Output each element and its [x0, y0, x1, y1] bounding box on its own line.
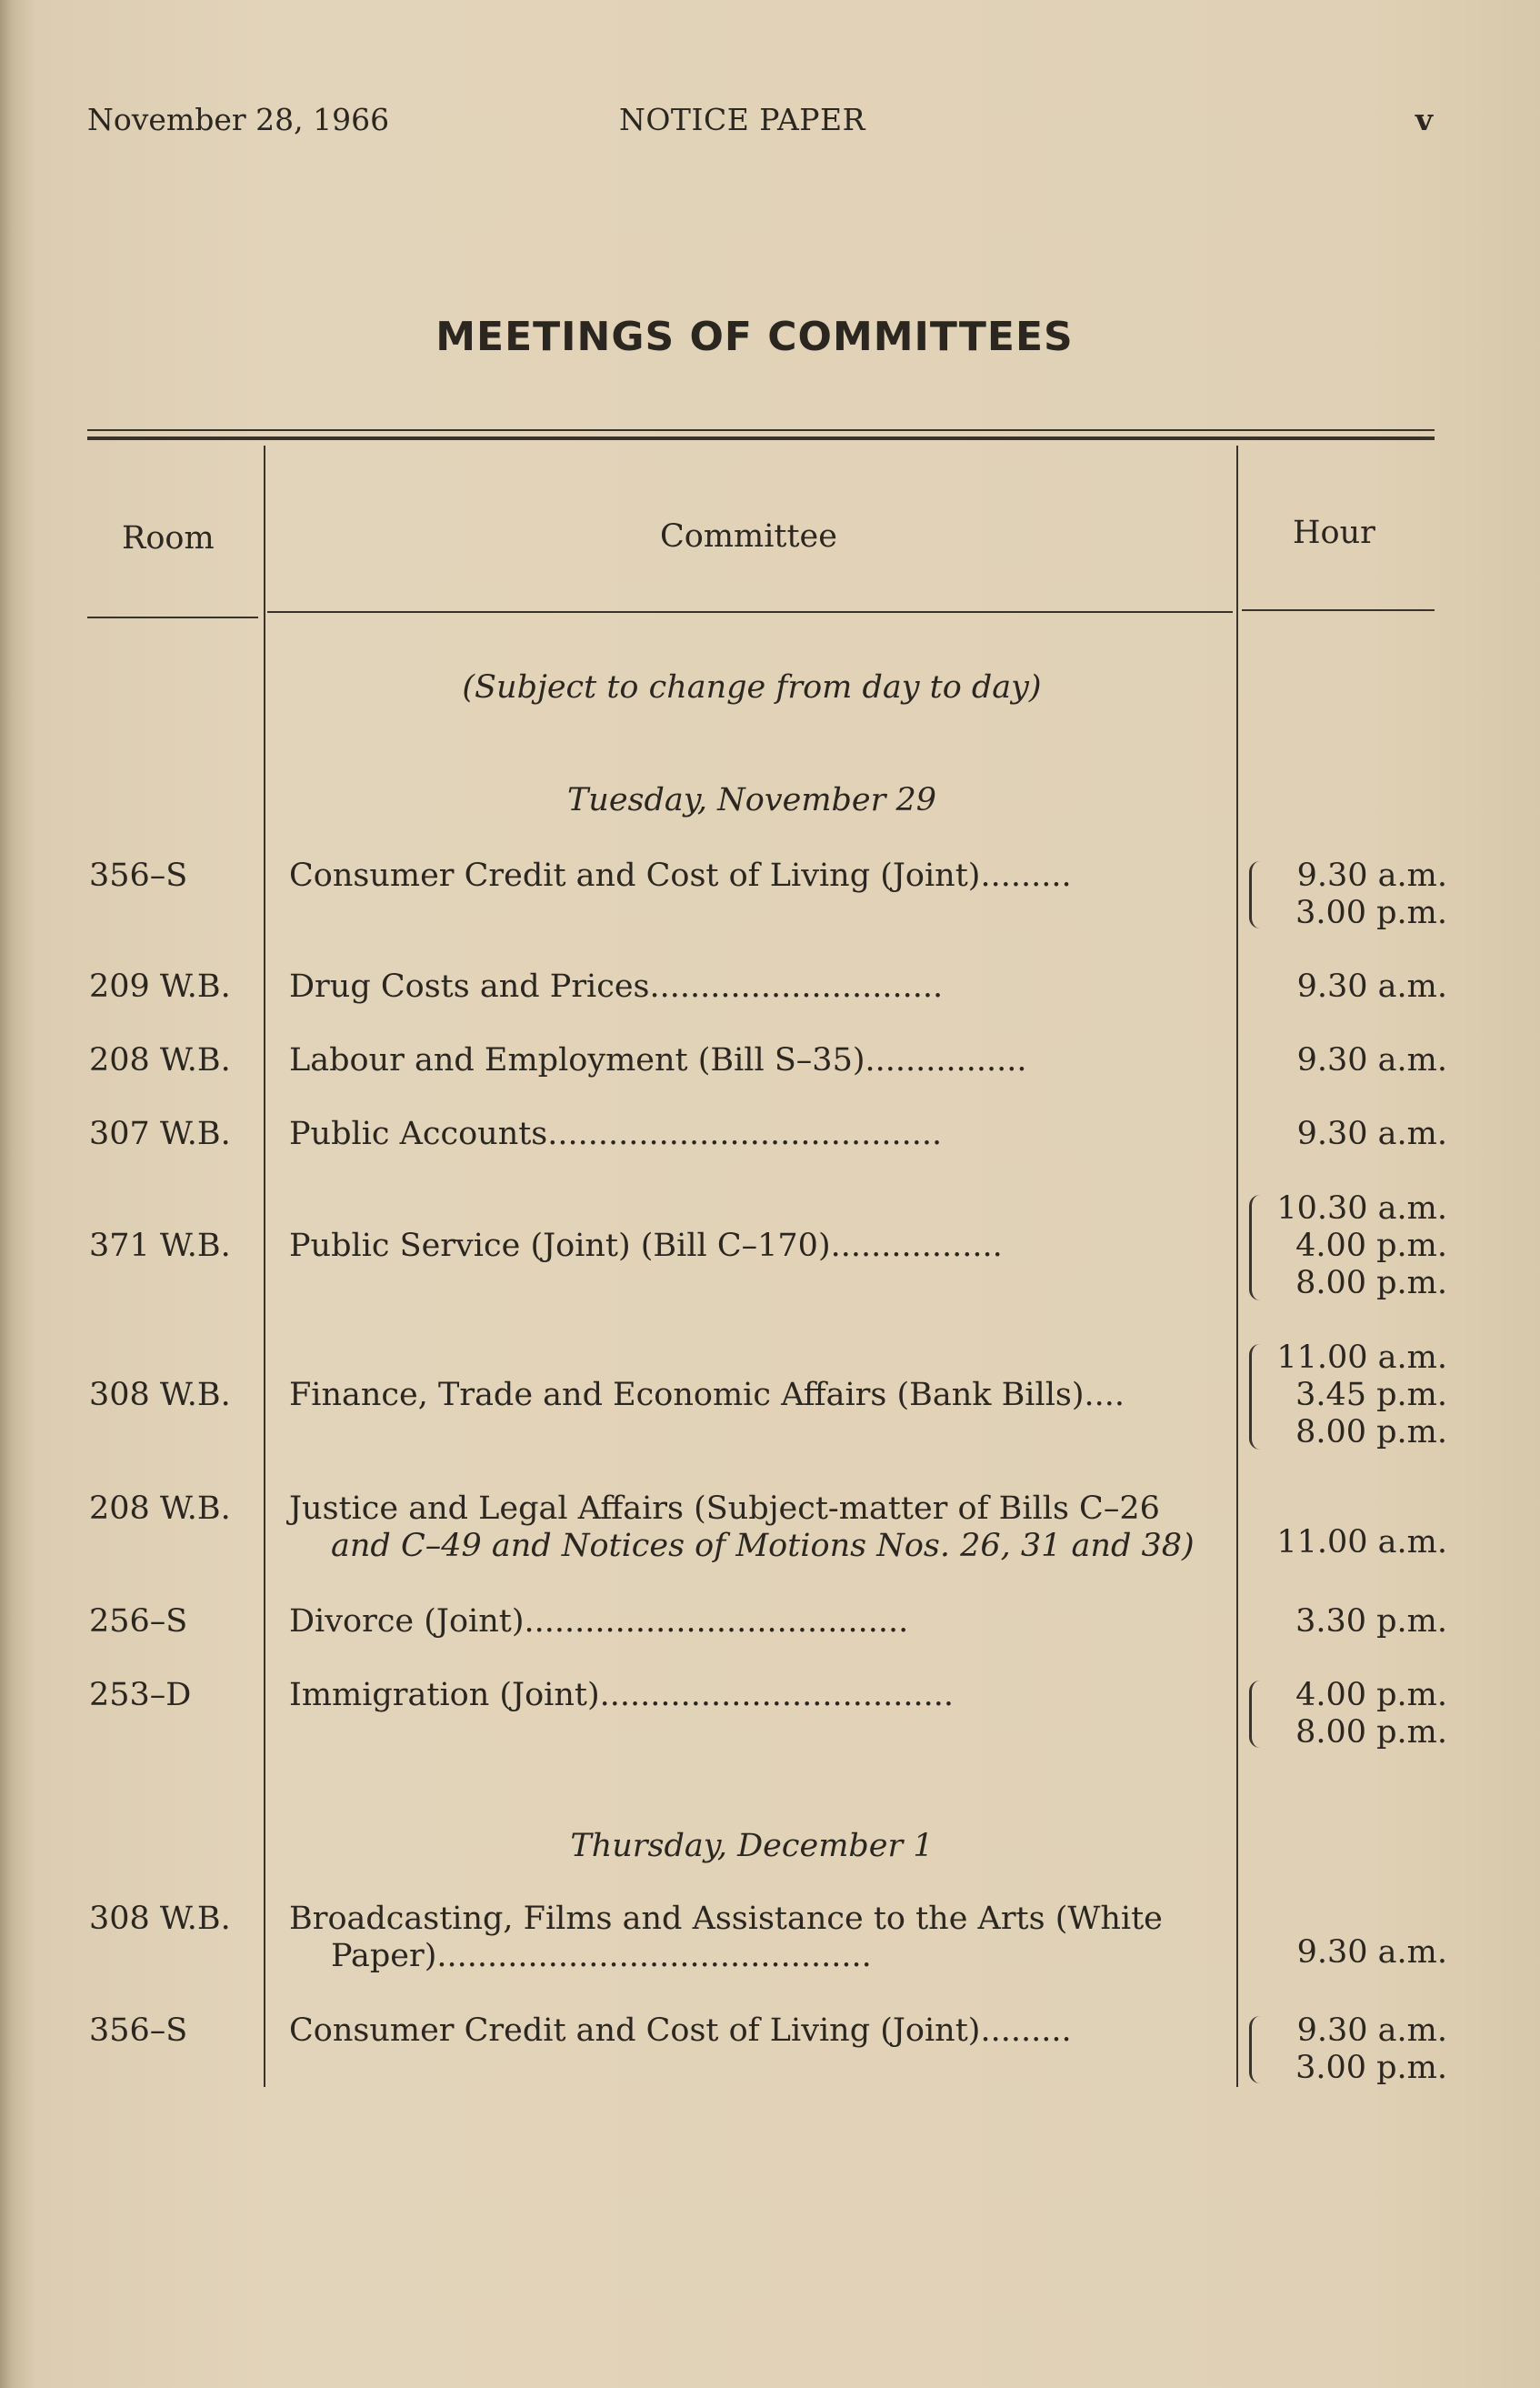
room-number: 208 W.B. [89, 1490, 231, 1527]
meeting-hours: 4.00 p.m. 8.00 p.m. [1295, 1677, 1447, 1751]
committee-name: Consumer Credit and Cost of Living (Joint)......... [289, 858, 1072, 894]
meeting-hours: 10.30 a.m. 4.00 p.m. 8.00 p.m. [1276, 1190, 1447, 1301]
meeting-hours: 9.30 a.m. [1296, 1116, 1447, 1152]
committee-name: Immigration (Joint)................................... [289, 1677, 955, 1713]
column-header-hour: Hour [1293, 515, 1375, 551]
meeting-hours: 9.30 a.m. 3.00 p.m. [1295, 2012, 1447, 2086]
room-number: 209 W.B. [89, 968, 231, 1005]
header-date: November 28, 1966 [87, 102, 390, 137]
meeting-hours: 3.30 p.m. [1295, 1603, 1447, 1640]
subject-note: (Subject to change from day to day) [462, 669, 1042, 706]
committee-name: Public Accounts....................................... [289, 1116, 943, 1152]
meeting-hours: 9.30 a.m. [1296, 1042, 1447, 1079]
room-number: 356–S [89, 2012, 188, 2049]
committee-name: Broadcasting, Films and Assistance to the Arts (White Paper)........................................... [289, 1901, 1163, 1974]
day-heading-thursday: Thursday, December 1 [570, 1828, 934, 1864]
room-number: 371 W.B. [89, 1228, 231, 1264]
committee-name: Public Service (Joint) (Bill C–170)................. [289, 1228, 1003, 1264]
room-number: 356–S [89, 858, 188, 894]
committee-name: Drug Costs and Prices............................. [289, 968, 944, 1005]
header-rule-committee [267, 611, 1233, 613]
header-rule-room [87, 617, 258, 618]
committee-name: Consumer Credit and Cost of Living (Joint)......... [289, 2012, 1072, 2049]
column-header-room: Room [122, 520, 215, 557]
day-heading-tuesday: Tuesday, November 29 [566, 782, 937, 818]
room-number: 308 W.B. [89, 1901, 231, 1937]
room-number: 307 W.B. [89, 1116, 231, 1152]
committee-name: Finance, Trade and Economic Affairs (Bank Bills).... [289, 1377, 1125, 1413]
committee-name: Labour and Employment (Bill S–35)................ [289, 1042, 1027, 1079]
meeting-hours: 11.00 a.m. [1276, 1524, 1447, 1560]
column-header-committee: Committee [660, 518, 837, 555]
meeting-hours: 9.30 a.m. 3.00 p.m. [1295, 858, 1447, 931]
meeting-hours: 11.00 a.m. 3.45 p.m. 8.00 p.m. [1276, 1339, 1447, 1450]
room-number: 256–S [89, 1603, 188, 1640]
room-number: 308 W.B. [89, 1377, 231, 1413]
page-header [87, 102, 1433, 147]
page-number: v [1415, 102, 1433, 137]
meeting-hours: 9.30 a.m. [1296, 1934, 1447, 1971]
header-title: NOTICE PAPER [619, 102, 865, 137]
top-rule [87, 429, 1435, 431]
room-number: 208 W.B. [89, 1042, 231, 1079]
top-rule-thick [87, 436, 1435, 440]
meeting-hours: 9.30 a.m. [1296, 968, 1447, 1005]
committee-name: Divorce (Joint)...................................... [289, 1603, 909, 1640]
header-rule-hour [1242, 609, 1435, 611]
committee-name: Justice and Legal Affairs (Subject-matter of Bills C–26 and C–49 and Notices of Motions Nos. 26, 31 and 38) [289, 1490, 1195, 1564]
room-number: 253–D [89, 1677, 192, 1713]
page-title: MEETINGS OF COMMITTEES [435, 314, 1074, 360]
